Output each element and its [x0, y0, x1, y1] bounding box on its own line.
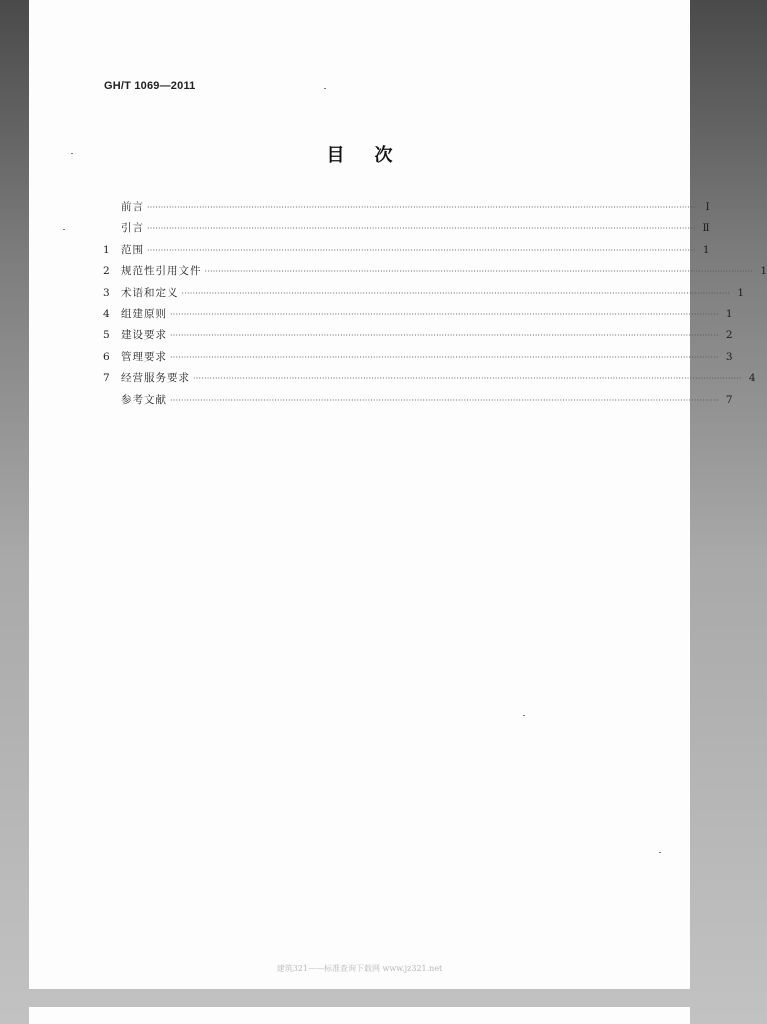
scan-speck [659, 852, 661, 853]
toc-entry-scope[interactable] [103, 242, 710, 263]
document-code: GH/T 1069—2011 [104, 80, 196, 92]
toc-entry-number: 5 [103, 329, 110, 342]
toc-entry-page: Ⅰ [705, 201, 710, 213]
toc-leader-dots: ········································································································································································································ [170, 331, 719, 341]
toc-entry-title: 管理要求 [121, 350, 167, 363]
scan-speck [63, 229, 65, 230]
toc-entry-foreword[interactable] [103, 199, 710, 220]
toc-entry-principles[interactable] [103, 306, 733, 327]
table-of-contents [103, 199, 767, 413]
toc-entry-page: 1 [737, 286, 745, 299]
toc-entry-page: Ⅱ [702, 222, 710, 235]
scan-speck [324, 88, 326, 89]
toc-entry-page: 7 [725, 393, 733, 406]
toc-entry-title: 术语和定义 [121, 286, 179, 299]
toc-entry-page: 1 [760, 265, 767, 278]
toc-entry-number: 3 [103, 286, 110, 299]
toc-entry-title: 参考文献 [121, 393, 167, 406]
toc-entry-page: 1 [702, 243, 710, 256]
toc-entry-title: 组建原则 [121, 307, 167, 320]
toc-entry-number: 4 [103, 307, 110, 320]
scan-speck [71, 153, 73, 154]
toc-leader-dots: ········································································································································································································ [204, 267, 754, 277]
toc-entry-page: 2 [725, 329, 733, 342]
toc-entry-title: 引言 [121, 222, 144, 235]
toc-entry-number: 6 [103, 350, 110, 363]
page-title: 目次 [326, 145, 423, 166]
toc-entry-bibliography[interactable] [103, 392, 733, 413]
toc-entry-introduction[interactable] [103, 220, 710, 241]
toc-entry-page: 1 [725, 307, 733, 320]
next-page [29, 1007, 690, 1024]
toc-entry-page: 4 [748, 372, 756, 385]
toc-leader-dots: ········································································································································································································ [147, 224, 696, 234]
toc-leader-dots: ········································································································································································································ [193, 374, 742, 384]
toc-entry-construction-requirements[interactable] [103, 327, 733, 348]
toc-leader-dots: ········································································································································································································ [147, 203, 696, 212]
toc-entry-title: 经营服务要求 [121, 372, 190, 385]
toc-entry-title: 建设要求 [121, 329, 167, 342]
toc-entry-number: 2 [103, 265, 110, 278]
toc-entry-normative-references[interactable] [103, 263, 767, 284]
toc-entry-number: 1 [103, 243, 110, 256]
toc-leader-dots: ········································································································································································································ [170, 395, 719, 405]
toc-entry-management-requirements[interactable] [103, 349, 733, 370]
toc-entry-terms-definitions[interactable] [103, 285, 745, 306]
toc-entry-page: 3 [725, 350, 733, 363]
toc-entry-service-requirements[interactable] [103, 370, 756, 391]
toc-entry-title: 规范性引用文件 [121, 265, 202, 278]
site-watermark: 建筑321——标准查询下载网 www.jz321.net [276, 964, 443, 973]
toc-leader-dots: ········································································································································································································ [147, 245, 696, 255]
toc-entry-title: 范围 [121, 243, 144, 256]
toc-leader-dots: ········································································································································································································ [170, 352, 719, 362]
toc-leader-dots: ········································································································································································································ [170, 309, 719, 319]
toc-leader-dots: ········································································································································································································ [181, 288, 731, 298]
toc-entry-title: 前言 [121, 201, 144, 213]
toc-entry-number: 7 [103, 372, 110, 385]
document-page [29, 0, 767, 989]
scan-speck [523, 715, 525, 716]
